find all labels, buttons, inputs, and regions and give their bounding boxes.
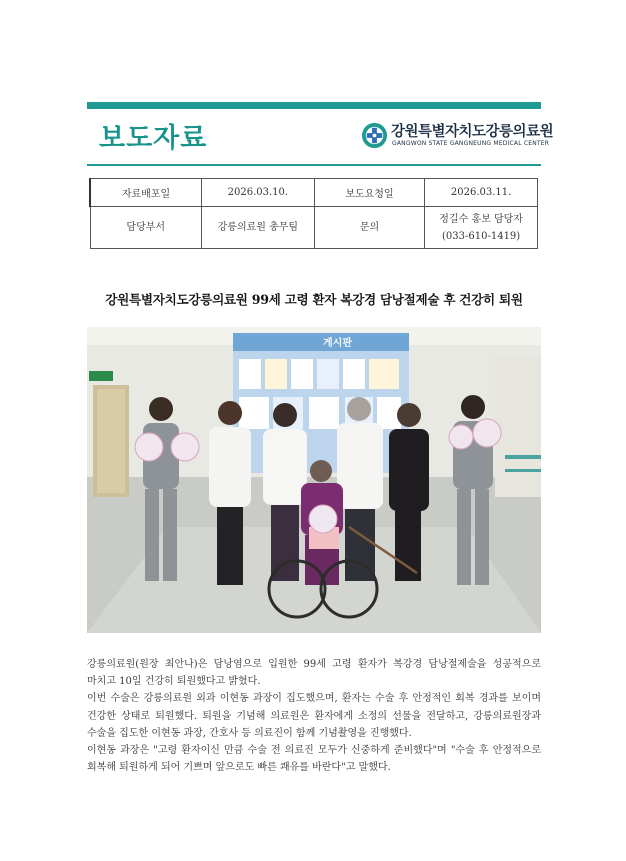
contact-phone: (033-610-1419) [442, 230, 521, 242]
release-date-label: 자료배포일 [90, 179, 202, 207]
discharge-group-photo [87, 327, 541, 633]
hospital-logo-icon [361, 122, 388, 149]
hospital-logo [361, 120, 554, 154]
header-top-bar [87, 102, 541, 109]
article-body [87, 656, 541, 776]
logo-name: 강원특별자치도강릉의료원 [391, 124, 554, 140]
info-row-contact [90, 207, 538, 249]
article-headline: 강원특별자치도강릉의료원 99세 고령 환자 복강경 담낭절제술 후 건강히 퇴원 [105, 292, 523, 307]
header-divider [87, 164, 541, 166]
request-date-label: 보도요청일 [314, 179, 425, 207]
page-title: 보도자료 [99, 123, 208, 154]
contact-name: 정길수 홍보 담당자 [439, 213, 523, 225]
bulletin-board-label: 게시판 [323, 338, 352, 349]
logo-name-en: GANGWON STATE GANGNEUNG MEDICAL CENTER [392, 140, 550, 147]
press-info-table [89, 178, 538, 249]
release-date-value: 2026.03.10. [202, 179, 315, 207]
dept-label: 담당부서 [90, 207, 202, 249]
contact-value [425, 207, 538, 249]
dept-value: 강릉의료원 총무팀 [202, 207, 315, 249]
info-row-dates [90, 179, 538, 207]
body-paragraph-1: 강릉의료원(원장 최안나)은 담낭염으로 입원한 99세 고령 환자가 복강경 담낭절제술을 성공적으로 마치고 10일 건강히 퇴원했다고 밝혔다. [87, 659, 541, 688]
body-paragraph-2: 이번 수술은 강릉의료원 외과 이현동 과장이 집도했으며, 환자는 수술 후 안정적인 회복 경과를 보이며 건강한 상태로 퇴원했다. 퇴원을 기념해 의료원은 환자에게 소정의 선물을 전달하고, 강릉의료원장과 수술을 집도한 이현동 과장, 간호사 등 의료진이 함께 기념촬영을 진행했다. [87, 693, 541, 739]
contact-label: 문의 [314, 207, 425, 249]
body-paragraph-3: 이현동 과장은 "고령 환자이신 만큼 수술 전 의료진 모두가 신중하게 준비했다"며 "수술 후 안정적으로 회복해 퇴원하게 되어 기쁘며 앞으로도 빠른 쾌유를 바란다"고 말했다. [87, 745, 541, 774]
request-date-value: 2026.03.11. [425, 179, 538, 207]
